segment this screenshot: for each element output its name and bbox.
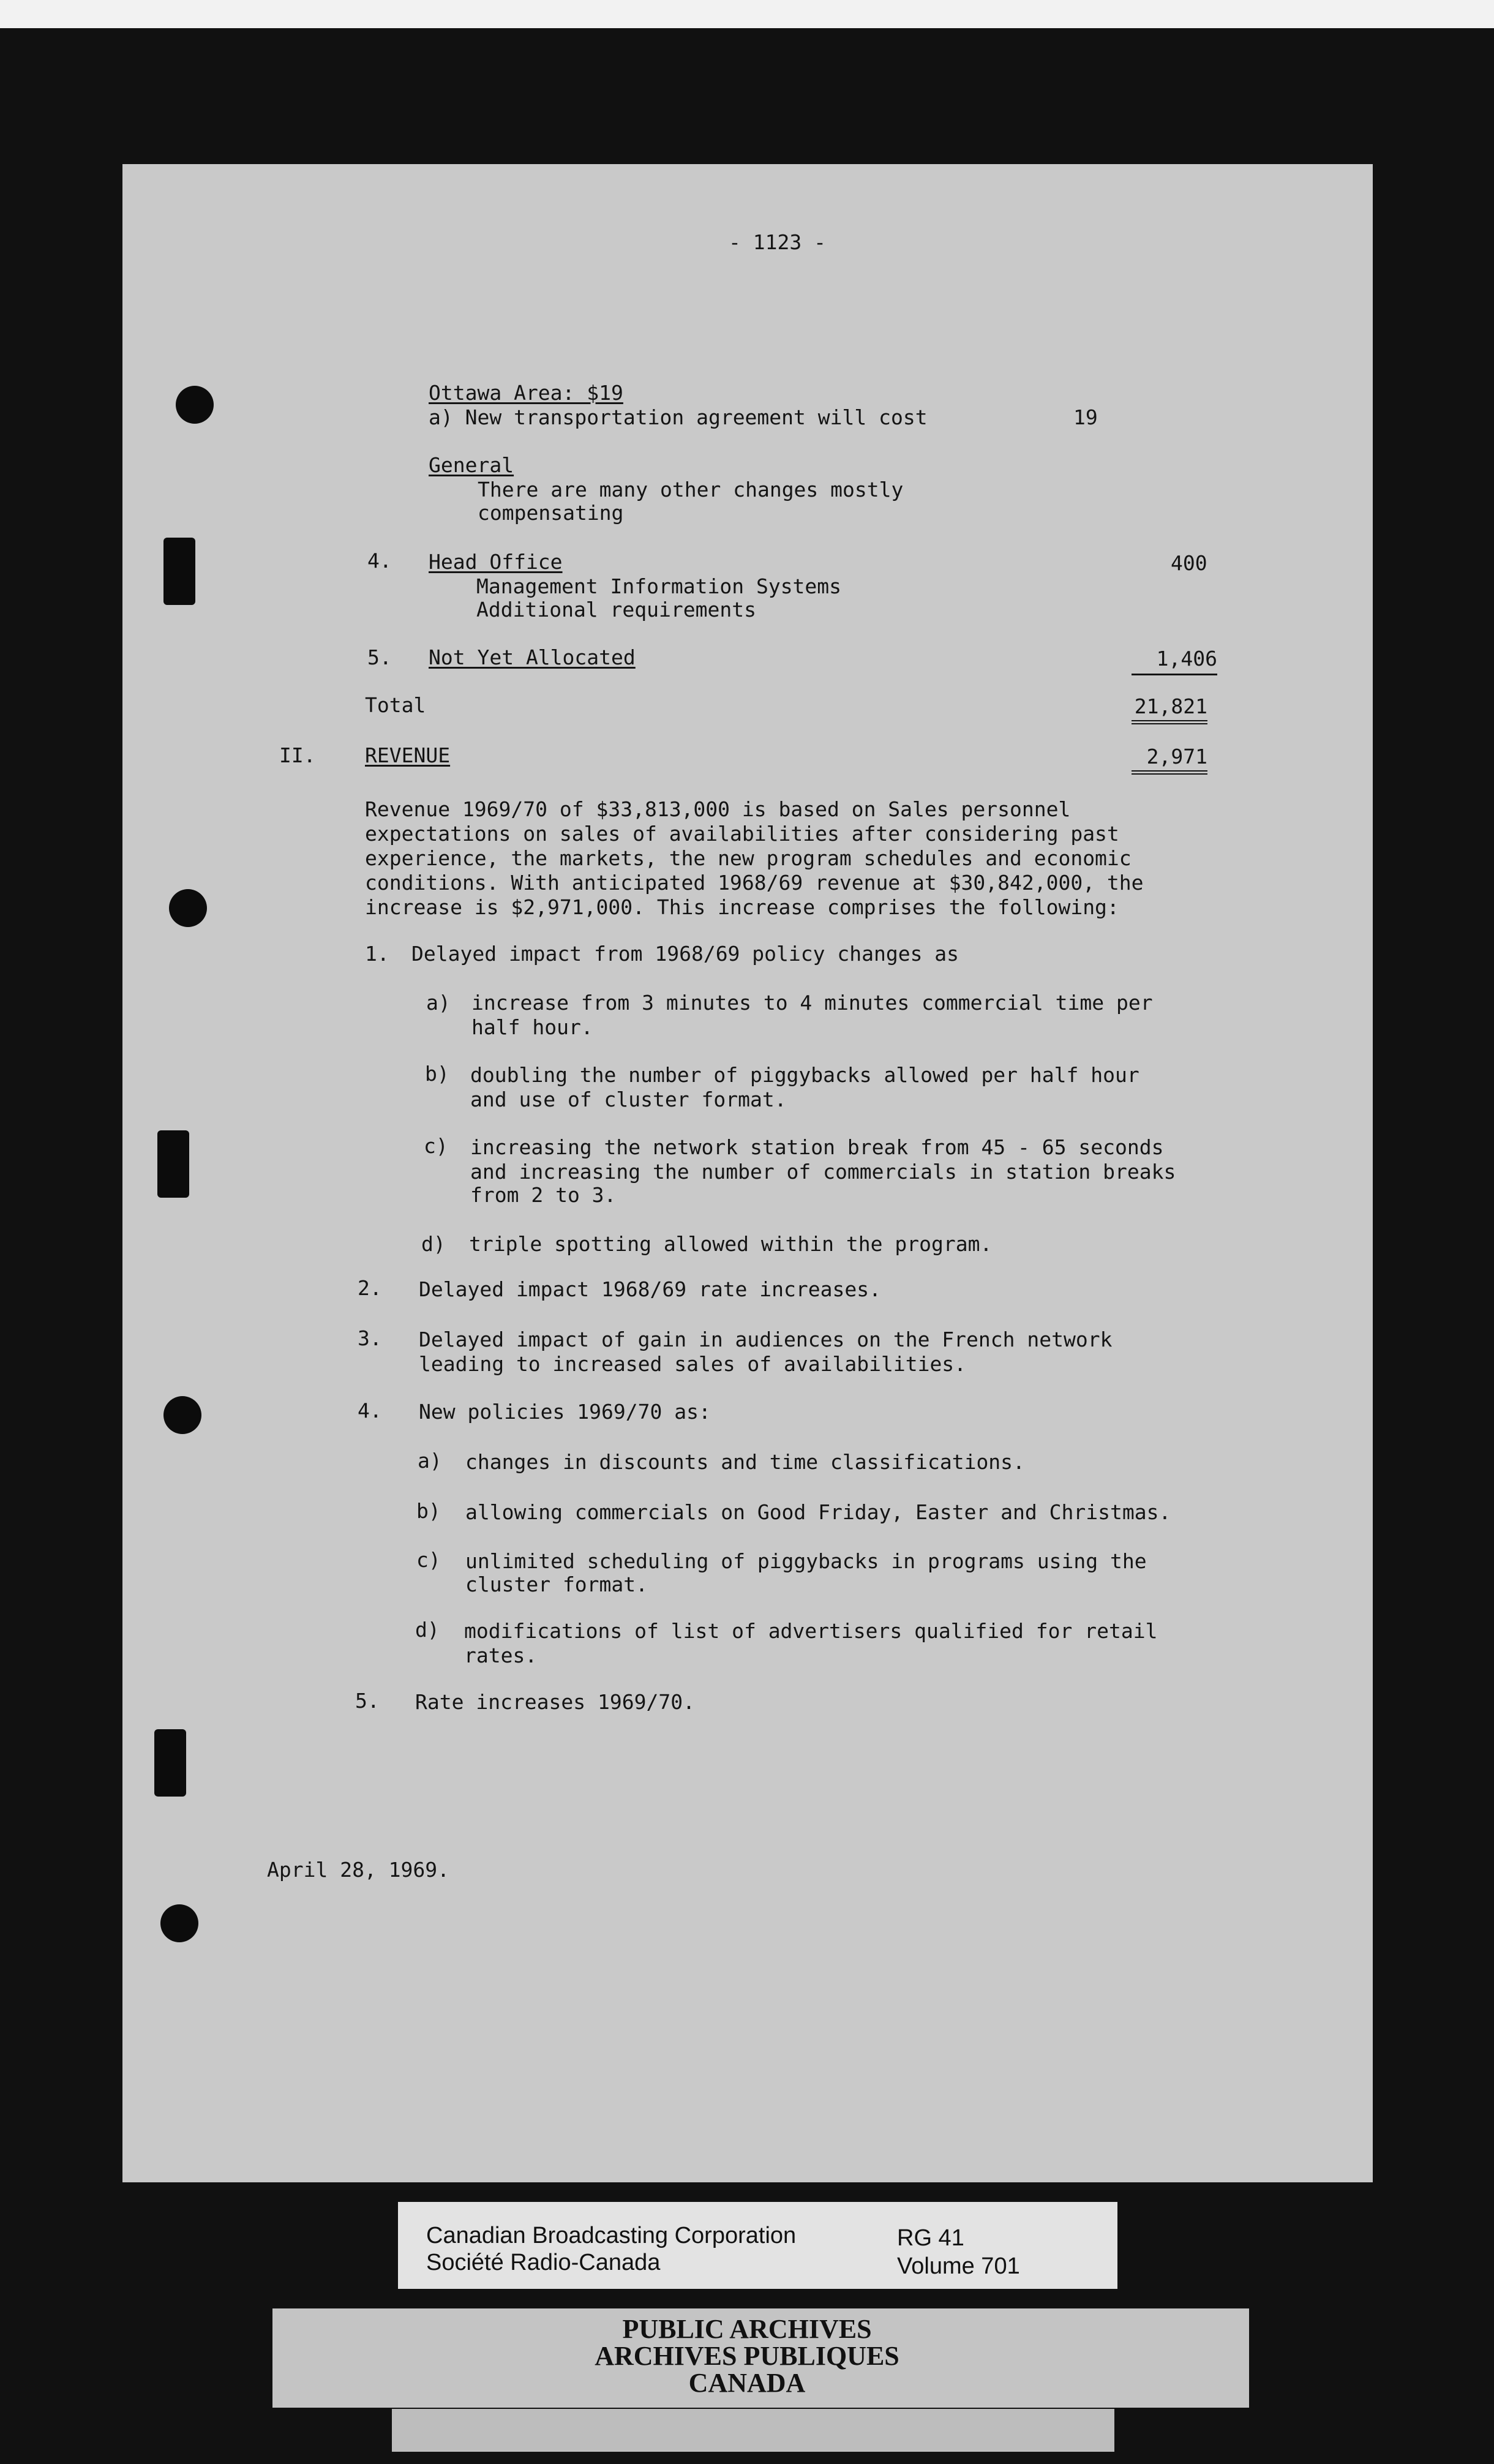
- org-name-en: Canadian Broadcasting Corporation: [426, 2223, 797, 2248]
- sub-letter: a): [418, 1449, 442, 1473]
- sub-letter: a): [426, 991, 451, 1015]
- archive-stamp-line: CANADA: [688, 2368, 806, 2398]
- sub-text: triple spotting allowed within the program.: [469, 1232, 993, 1256]
- archive-label: [398, 2202, 1117, 2289]
- sub-text: from 2 to 3.: [470, 1183, 617, 1207]
- binder-clip-icon: [163, 538, 195, 605]
- binder-clip-icon: [154, 1729, 186, 1797]
- sub-text: unlimited scheduling of piggybacks in programs using the: [465, 1549, 1147, 1573]
- sub-letter: b): [425, 1062, 449, 1086]
- revenue-paragraph-line: expectations on sales of availabilities after considering past: [365, 822, 1119, 846]
- archive-stamp-line: ARCHIVES PUBLIQUES: [595, 2341, 899, 2371]
- document-date: April 28, 1969.: [267, 1858, 450, 1882]
- total-amount: 21,821: [1132, 694, 1207, 724]
- sub-text: rates.: [464, 1643, 538, 1667]
- ottawa-item: a) New transportation agreement will cost: [429, 405, 928, 429]
- sub-letter: d): [415, 1618, 440, 1642]
- punch-hole-icon: [169, 889, 207, 927]
- archive-stamp-line: PUBLIC ARCHIVES: [622, 2314, 872, 2344]
- head-office-line: Management Information Systems: [476, 574, 842, 598]
- punch-hole-icon: [160, 1904, 198, 1942]
- sub-text: half hour.: [471, 1015, 593, 1039]
- revenue-paragraph-line: increase is $2,971,000. This increase comprises the following:: [365, 895, 1119, 919]
- item-number: 2.: [358, 1276, 382, 1300]
- general-heading: General: [429, 453, 514, 477]
- sub-text: changes in discounts and time classifications.: [465, 1450, 1025, 1474]
- ottawa-heading: Ottawa Area: $19: [429, 381, 623, 405]
- item-text: leading to increased sales of availabilities.: [419, 1352, 967, 1376]
- sub-text: and use of cluster format.: [470, 1087, 787, 1111]
- sub-text: increasing the network station break from 45 - 65 seconds: [470, 1135, 1164, 1159]
- item-text: Delayed impact from 1968/69 policy changes as: [411, 942, 959, 966]
- record-group: RG 41: [897, 2225, 964, 2251]
- org-name-fr: Société Radio-Canada: [426, 2250, 661, 2275]
- sub-text: doubling the number of piggybacks allowed per half hour: [470, 1063, 1139, 1087]
- ottawa-amount: 19: [1073, 405, 1098, 429]
- item-number: 5.: [355, 1689, 380, 1713]
- document-page: [122, 164, 1373, 2182]
- head-office-line: Additional requirements: [476, 598, 756, 622]
- head-office-heading: Head Office: [429, 550, 563, 574]
- general-line: compensating: [478, 501, 624, 525]
- section-numeral: II.: [279, 743, 316, 767]
- revenue-heading: REVENUE: [365, 743, 451, 767]
- general-line: There are many other changes mostly: [478, 478, 904, 501]
- film-top-strip: [0, 0, 1494, 28]
- not-allocated-heading: Not Yet Allocated: [429, 645, 636, 669]
- item-text: New policies 1969/70 as:: [419, 1400, 711, 1424]
- binder-clip-icon: [157, 1130, 189, 1198]
- sub-letter: c): [424, 1134, 448, 1158]
- item-number: 5.: [367, 645, 392, 669]
- item-number: 4.: [367, 549, 392, 573]
- item-number: 1.: [365, 942, 389, 966]
- punch-hole-icon: [163, 1396, 201, 1434]
- sub-text: cluster format.: [465, 1572, 648, 1596]
- sub-text: allowing commercials on Good Friday, Easter and Christmas.: [465, 1500, 1171, 1524]
- sub-letter: d): [421, 1232, 446, 1256]
- revenue-amount: 2,971: [1132, 745, 1207, 775]
- page-number: - 1123 -: [729, 230, 826, 254]
- volume-number: Volume 701: [897, 2253, 1020, 2279]
- revenue-paragraph-line: experience, the markets, the new program schedules and economic: [365, 846, 1132, 870]
- item-number: 4.: [358, 1399, 382, 1422]
- item-text: Delayed impact 1968/69 rate increases.: [419, 1277, 881, 1301]
- item-number: 3.: [358, 1326, 382, 1350]
- revenue-paragraph-line: Revenue 1969/70 of $33,813,000 is based on Sales personnel: [365, 797, 1071, 821]
- punch-hole-icon: [176, 386, 214, 424]
- total-label: Total: [365, 693, 426, 717]
- sub-text: and increasing the number of commercials in station breaks: [470, 1160, 1176, 1184]
- sub-text: increase from 3 minutes to 4 minutes commercial time per: [471, 991, 1153, 1015]
- item-text: Delayed impact of gain in audiences on the French network: [419, 1328, 1113, 1351]
- revenue-paragraph-line: conditions. With anticipated 1968/69 revenue at $30,842,000, the: [365, 871, 1144, 895]
- sub-text: modifications of list of advertisers qualified for retail: [464, 1619, 1158, 1643]
- archive-bottom-strip: [392, 2409, 1114, 2452]
- head-office-amount: 400: [1171, 551, 1207, 575]
- not-allocated-amount: 1,406: [1132, 647, 1217, 675]
- sub-letter: b): [416, 1499, 441, 1523]
- sub-letter: c): [416, 1548, 441, 1572]
- item-text: Rate increases 1969/70.: [415, 1690, 695, 1714]
